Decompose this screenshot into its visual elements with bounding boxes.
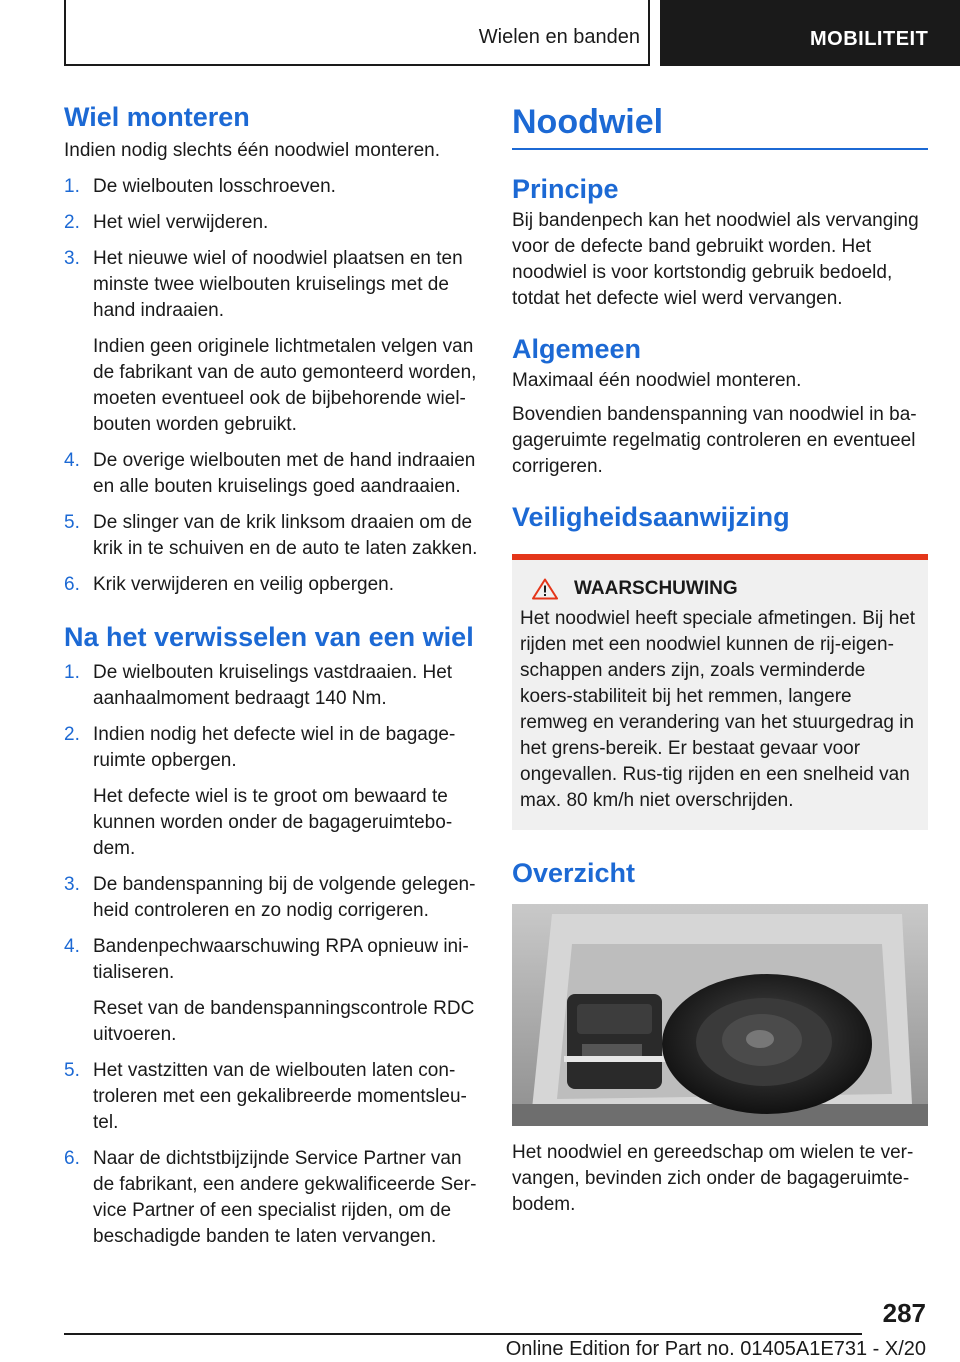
step-number: 3. [64,874,80,895]
list-item [64,246,480,438]
chapter-tab [660,0,960,66]
spare-wheel-photo [512,904,928,1126]
footer-edition: Online Edition for Part no. 01405A1E731 - X/20 [505,1338,926,1360]
overview-heading: Overzicht [512,858,636,888]
list-item [64,1058,480,1136]
list-item [64,510,480,562]
step-number: 1. [64,176,80,197]
step-text: Het nieuwe wiel of noodwiel plaatsen en ten minste twee wielbouten kruiselings met de hand indraaien. [93,248,463,321]
step-number: 6. [64,574,80,595]
warning-text: Het noodwiel heeft speciale afmetingen. Bij het rijden met een noodwiel kunnen de rij‐eigen‐schappen anders zijn, zoals verminderde koers‐stabiliteit bij het remmen, langere remweg en verandering van het stuurgedrag in het grens‐bereik. Er bestaat gevaar voor ongevallen. Rus‐tig rijden en een snelheid van max. 80 km/h niet overschrijden. [520,608,916,811]
safety-heading: Veiligheidsaanwijzing [512,502,790,532]
step-note: Het defecte wiel is te groot om bewaard te kunnen worden onder de bagageruimtebo‐dem. [93,786,453,859]
step-text: Bandenpechwaarschuwing RPA opnieuw ini‐tialiseren. [93,936,469,983]
list-item [64,1146,480,1250]
list-item [64,572,480,598]
step-note: Indien geen originele lichtmetalen velgen van de fabrikant van de auto gemonteerd worden, moeten eventueel ook de bijbehorende wiel‐bouten worden gebruikt. [93,336,477,435]
step-number: 5. [64,512,80,533]
list-item [64,934,480,1048]
step-number: 2. [64,212,80,233]
left-column [64,100,480,1250]
step-number: 1. [64,662,80,683]
mount-intro: Indien nodig slechts één noodwiel monteren. [64,140,441,161]
step-text: Het vastzitten van de wielbouten laten con‐troleren met een gekalibreerde momentsleu‐tel. [93,1060,467,1133]
step-text: De bandenspanning bij de volgende gelegen‐heid controleren en zo nodig corrigeren. [93,874,476,921]
algemeen-text-1: Maximaal één noodwiel monteren. [512,370,802,391]
mount-steps [64,174,480,598]
step-text: Indien nodig het defecte wiel in de bagage‐ruimte opbergen. [93,724,456,771]
step-number: 4. [64,450,80,471]
step-text: De slinger van de krik linksom draaien om de krik in te schuiven en de auto te laten zakken. [93,512,478,559]
section-title: Wielen en banden [478,26,640,48]
list-item [64,660,480,712]
title-divider [512,148,928,150]
list-item [64,722,480,862]
warning-label: WAARSCHUWING [574,578,738,599]
step-text: Het wiel verwijderen. [93,212,269,233]
step-text: Krik verwijderen en veilig opbergen. [93,574,394,595]
after-change-steps [64,660,480,1250]
step-text: Naar de dichtstbijzijnde Service Partner van de fabrikant, een andere gekwalificeerde Ser‐vice Partner of een specialist rijden, om de beschadigde banden te laten vervangen. [93,1148,477,1247]
list-item [64,448,480,500]
after-change-heading: Na het verwisselen van een wiel [64,622,474,652]
step-number: 4. [64,936,80,957]
page-title: Noodwiel [512,103,664,141]
step-text: De overige wielbouten met de hand indraaien en alle bouten kruiselings goed aandraaien. [93,450,476,497]
step-note: Reset van de bandenspanningscontrole RDC uitvoeren. [93,998,475,1045]
step-body [93,722,480,862]
page-number: 287 [882,1298,926,1328]
mount-heading: Wiel monteren [64,102,250,132]
step-number: 3. [64,248,80,269]
step-number: 2. [64,724,80,745]
step-body [93,246,480,438]
list-item [64,210,480,236]
algemeen-heading: Algemeen [512,334,642,364]
chapter-label: MOBILITEIT [810,28,929,50]
overview-caption: Het noodwiel en gereedschap om wielen te ver‐vangen, bevinden zich onder de bagageruimte‐bodem. [512,1142,914,1215]
algemeen-text-2: Bovendien bandenspanning van noodwiel in ba‐gageruimte regelmatig controleren en eventueel corrigeren. [512,404,917,477]
step-number: 5. [64,1060,80,1081]
step-text: De wielbouten kruiselings vastdraaien. Het aanhaalmoment bedraagt 140 Nm. [93,662,453,709]
step-number: 6. [64,1148,80,1169]
footer-divider [64,1333,862,1335]
warning-header [520,576,920,602]
step-body [93,934,480,1048]
list-item [64,174,480,200]
step-text: De wielbouten losschroeven. [93,176,336,197]
principe-text: Bij bandenpech kan het noodwiel als vervanging voor de defecte band gebruikt worden. Het noodwiel is voor kortstondig gebruik bedoeld, totdat het defecte wiel werd vervangen. [512,210,919,309]
warning-triangle-icon [532,578,558,600]
principe-heading: Principe [512,174,619,204]
list-item [64,872,480,924]
right-column [512,100,928,1218]
warning-box [512,554,928,830]
